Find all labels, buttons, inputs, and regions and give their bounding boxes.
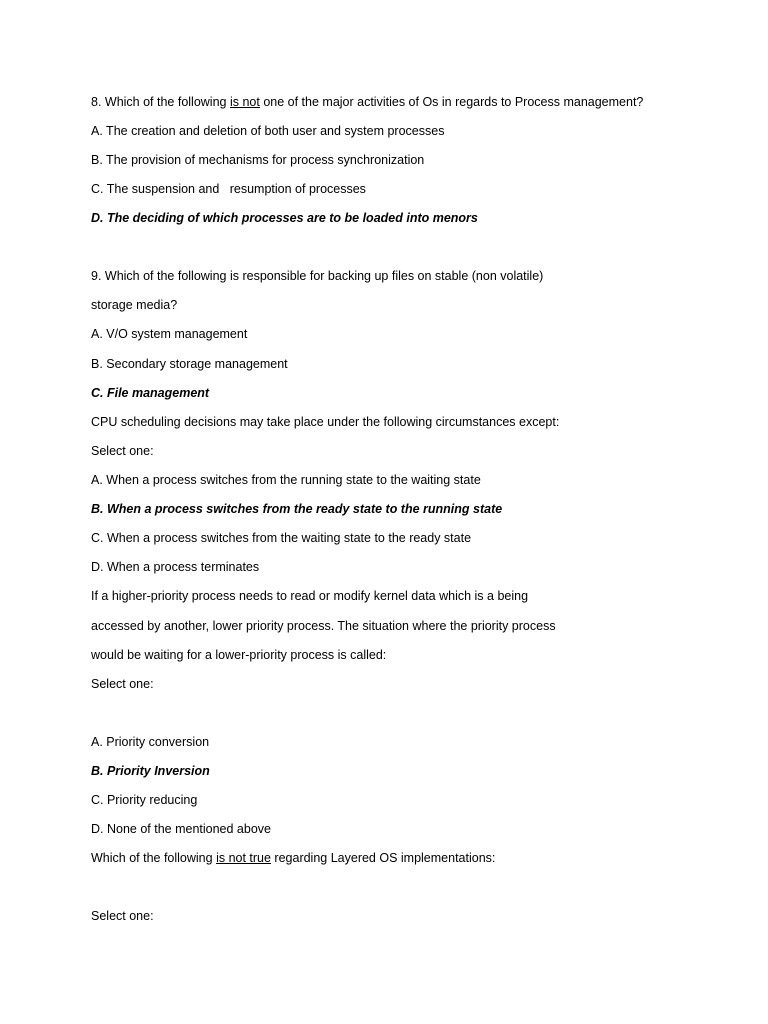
q9-stem-line1: 9. Which of the following is responsible for backing up files on stable (non volatile) bbox=[91, 269, 544, 283]
q-layered-stem-underline: is not true bbox=[216, 851, 271, 865]
q9-option-a: A. V/O system management bbox=[91, 327, 248, 341]
q-priority-select-one: Select one: bbox=[91, 677, 154, 691]
q-priority-stem-line2: accessed by another, lower priority process. The situation where the priority process bbox=[91, 619, 556, 633]
q-layered-stem-before: Which of the following bbox=[91, 851, 217, 865]
q8-option-b: B. The provision of mechanisms for process synchronization bbox=[91, 153, 425, 167]
q-priority-stem-line3: would be waiting for a lower-priority process is called: bbox=[91, 648, 387, 662]
q8-option-c: C. The suspension and resumption of processes bbox=[91, 182, 366, 196]
q9-option-b: B. Secondary storage management bbox=[91, 357, 288, 371]
q-cpu-option-d: D. When a process terminates bbox=[91, 560, 260, 574]
q-cpu-select-one: Select one: bbox=[91, 444, 154, 458]
q-cpu-stem: CPU scheduling decisions may take place under the following circumstances except: bbox=[91, 415, 560, 429]
q-layered-select-one: Select one: bbox=[91, 909, 154, 923]
q-cpu-option-a: A. When a process switches from the running state to the waiting state bbox=[91, 473, 481, 487]
q-priority-option-b-answer: B. Priority Inversion bbox=[91, 764, 210, 778]
q9-option-c-answer: C. File management bbox=[91, 386, 210, 400]
q-priority-option-c: C. Priority reducing bbox=[91, 793, 198, 807]
q8-stem bbox=[91, 94, 643, 110]
q8-option-d-answer: D. The deciding of which processes are to be loaded into menors bbox=[91, 211, 478, 225]
q8-stem-after: one of the major activities of Os in regards to Process management? bbox=[259, 95, 644, 109]
q9-stem-line2: storage media? bbox=[91, 298, 178, 312]
q-cpu-option-c: C. When a process switches from the waiting state to the ready state bbox=[91, 531, 472, 545]
q-layered-stem-after: regarding Layered OS implementations: bbox=[270, 851, 496, 865]
q-cpu-option-b-answer: B. When a process switches from the ready state to the running state bbox=[91, 502, 503, 516]
q8-option-a: A. The creation and deletion of both user and system processes bbox=[91, 124, 445, 138]
q8-stem-before: 8. Which of the following bbox=[91, 95, 230, 109]
q8-stem-underline: is not bbox=[229, 95, 260, 109]
q-priority-stem-line1: If a higher-priority process needs to read or modify kernel data which is a being bbox=[91, 589, 529, 603]
q-layered-stem bbox=[91, 850, 495, 866]
q-priority-option-d: D. None of the mentioned above bbox=[91, 822, 271, 836]
q-priority-option-a: A. Priority conversion bbox=[91, 735, 210, 749]
